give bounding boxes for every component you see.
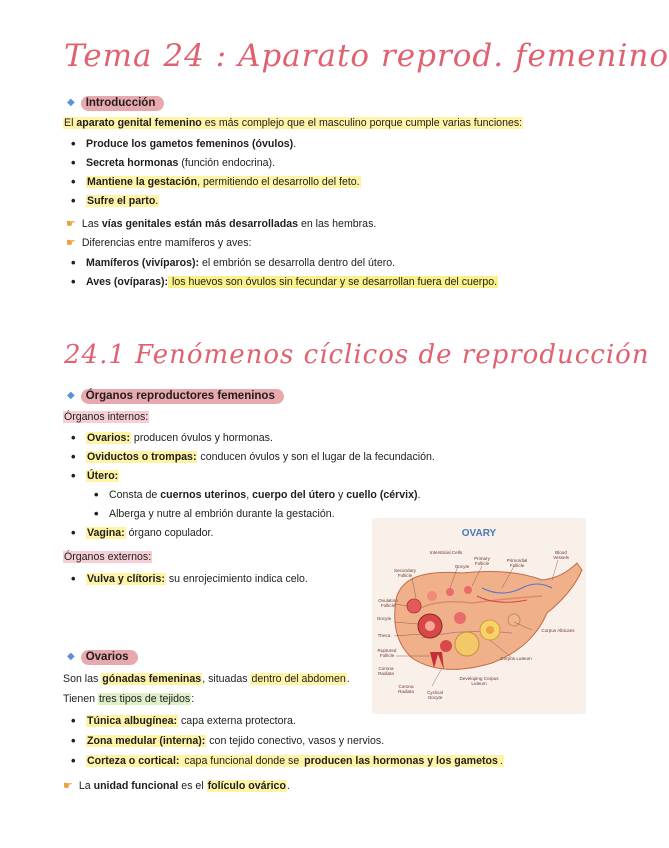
list-item: • Mantiene la gestación, permitiendo el desarrollo del feto. [86,175,361,189]
diagram-label: Ovulation Follicle [378,598,398,608]
text: es más complejo que el masculino porque cumple varias funciones: [201,117,523,129]
text: El [64,117,77,129]
list-item: • Aves (ovíparas): los huevos son óvulos sin fecundar y se desarrollan fuera del cuerpo. [86,275,498,289]
section-title: 24.1 Fenómenos cíclicos de reproducción [64,340,650,370]
list-item: • Secreta hormonas (función endocrina). [86,156,275,170]
ovaries-paragraph: Son las gónadas femeninas, situadas dentro del abdomen. [63,673,350,685]
note-line: ☛ Las vías genitales están más desarrolladas en las hembras. [66,218,377,230]
pointing-hand-icon: ☛ [63,780,73,792]
diamond-icon: ◆ [67,97,75,108]
diagram-label: Corpus Luteum [500,656,532,661]
text-bold: aparato genital femenino [76,117,202,129]
diagram-title: OVARY [461,528,497,539]
diagram-label: Corpus Albicans [541,628,575,633]
note-line: ☛ La unidad funcional es el folículo ovárico. [63,780,290,792]
list-item: • Vagina: órgano copulador. [86,526,213,540]
diagram-label: Blood Vessels [553,550,569,560]
internal-label: Órganos internos: [64,411,149,423]
pointing-hand-icon: ☛ [66,218,76,230]
diagram-label: Primordial Follicle [506,558,528,568]
list-item: • Sufre el parto. [86,194,159,208]
list-item: • Túnica albugínea: capa externa protectora. [86,714,296,728]
ovaries-heading-row [67,647,138,665]
diagram-label: Primary Follicle [474,556,490,566]
diagram-label: Corona Radiata [378,666,394,676]
page-title: Tema 24 : Aparato reprod. femenino [64,38,669,74]
ovary-diagram [372,518,586,714]
list-item: • Útero: [86,469,119,483]
organs-heading: Órganos reproductores femeninos [81,389,284,404]
diagram-label: Intersticial Cells [429,550,463,555]
diagram-label: Secondary Follicle [394,568,416,578]
diamond-icon: ◆ [67,390,75,401]
list-item: • Mamíferos (vivíparos): el embrión se desarrolla dentro del útero. [86,256,395,270]
list-item: • Alberga y nutre al embrión durante la gestación. [109,507,335,521]
diagram-label: Theca [377,633,391,638]
diagram-label: Ruptured Follicle [377,648,397,658]
list-item: • Ovarios: producen óvulos y hormonas. [86,431,273,445]
intro-heading-row [67,93,164,111]
diamond-icon: ◆ [67,651,75,662]
list-item: • Zona medular (interna): con tejido conectivo, vasos y nervios. [86,734,384,748]
list-item: • Consta de cuernos uterinos, cuerpo del útero y cuello (cérvix). [109,488,420,502]
intro-heading: Introducción [81,96,165,111]
list-item: • Oviductos o trompas: conducen óvulos y son el lugar de la fecundación. [86,450,435,464]
diagram-label: Oocyte [454,564,470,569]
list-item: • Vulva y clítoris: su enrojecimiento indica celo. [86,572,308,586]
diagram-label: Corona Radiata [398,684,414,694]
list-item: • Corteza o cortical: capa funcional donde se producen las hormonas y los gametos . [86,754,504,768]
external-label: Órganos externos: [64,551,152,563]
ovaries-heading: Ovarios [81,650,138,665]
ovaries-paragraph: Tienen tres tipos de tejidos: [63,693,195,705]
diagram-label: Oocyte [376,616,392,621]
diagram-label: Cyclical Oocyte [427,690,443,700]
diagram-label: Developing Corpus Luteum [459,676,499,686]
organs-heading-row [67,386,284,404]
intro-paragraph [63,116,523,130]
note-line: ☛ Diferencias entre mamíferos y aves: [66,237,252,249]
list-item: • Produce los gametos femeninos (óvulos). [86,137,296,151]
pointing-hand-icon: ☛ [66,237,76,249]
